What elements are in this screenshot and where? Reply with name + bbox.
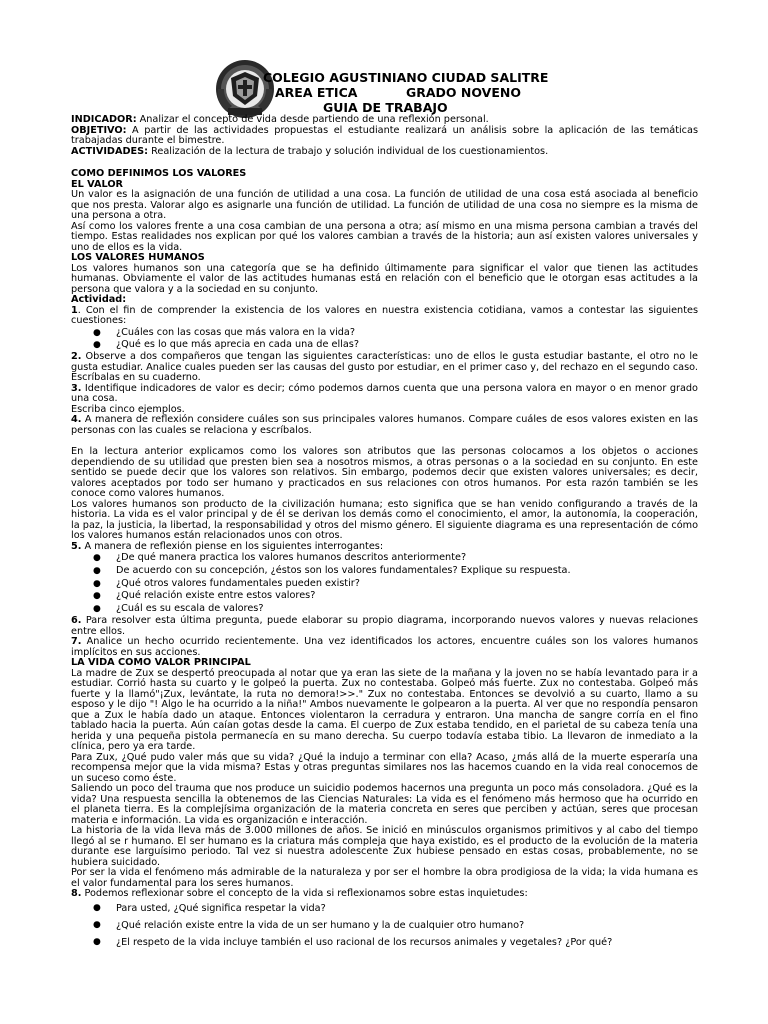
bullet-icon: ● [93, 553, 101, 564]
bullet-icon: ● [93, 902, 101, 913]
objective-line: OBJETIVO: A partir de las actividades propuestas el estudiante realizará un análisis sobre la aplicación de las temáticas trabajadas durante el bimestre. [71, 124, 698, 146]
activity-item-4: 4. A manera de reflexión considere cuáles son sus principales valores humanos. Compare cuáles de esos valores existen en las personas con las cuales se relaciona y escríbalos. [71, 414, 698, 436]
bullet-icon: ● [93, 919, 101, 930]
document-body [71, 115, 698, 951]
guide-title: GUIA DE TRABAJO [323, 100, 448, 115]
list-item: ● ¿Cuáles con las cosas que más valora en la vida? [93, 326, 356, 338]
paragraph: Escriba cinco ejemplos. [71, 403, 185, 415]
activity-item-7: 7. Analice un hecho ocurrido recientemente. Una vez identificados los actores, encuentre cuáles son los valores humanos implícitos en sus acciones. [71, 636, 698, 658]
activity-item-1: 1. Con el fin de comprender la existencia de los valores en nuestra existencia cotidiana, vamos a contestar las siguientes cuestiones: [71, 304, 698, 326]
area-label: AREA ETICA [275, 85, 358, 100]
activity-item-6: 6. Para resolver esta última pregunta, puede elaborar su propio diagrama, incorporando nuevos valores y nuevas relaciones entre ellos. [71, 615, 698, 637]
bullet-icon: ● [93, 340, 101, 351]
activities-line: ACTIVIDADES: Realización de la lectura de trabajo y solución individual de los cuestionamientos. [71, 145, 549, 157]
paragraph: La historia de la vida lleva más de 3.000 millones de años. Se inició en minúsculos organismos primitivos y al cabo del tiempo llegó al se r humano. El ser humano es la criatura más compleja que haya existido, es el producto de la evolución de la materia durante ese larguísimo periodo. Tal vez si nuestra adolescente Zux hubiese pensado en estas cosas, probablemente, no se hubiera suicidado. [71, 825, 698, 868]
bullet-icon: ● [93, 327, 101, 338]
list-item: ● ¿Cuál es su escala de valores? [93, 603, 264, 615]
paragraph: La madre de Zux se despertó preocupada al notar que ya eran las siete de la mañana y la joven no se había levantado para ir a estudiar. Corrió hasta su cuarto y le golpeó la puerta. Zux no contestaba. Golpeó más fuerte. Zux no contestaba. Golpeó más fuerte y la llamó"¡Zux, levántate, la ruta no demora!>>." Zux no contestaba. Entonces se devolvió a su cuarto, llamo a su esposo y le dijo "! Algo le ha ocurrido a la niña!" Ambos nuevamente le golpearon a la puerta. Al ver que no respondía pensaron que a Zux le había dado un ataque. Entonces violentaron la cerradura y entraron. Una mancha de sangre corría en el fino tablado hacia la puerta. Aún caían gotas desde la cama. El cuerpo de Zux estaba tendido, en el parietal de su cabeza tenía una herida y una pequeña pistola permanecía en su mano derecha. Su cuerpo todavía estaba tibio. La llevaron de inmediato a la clínica, pero ya era tarde. [71, 667, 698, 753]
paragraph: Por ser la vida el fenómeno más admirable de la naturaleza y por ser el hombre la obra prodigiosa de la vida; la vida humana es el valor fundamental para los seres humanos. [71, 867, 698, 889]
list-item: ● ¿Qué relación existe entre estos valores? [93, 590, 316, 602]
school-name: COLEGIO AGUSTINIANO CIUDAD SALITRE [263, 70, 549, 85]
indicator-line: INDICADOR: Analizar el concepto de vida desde partiendo de una reflexión personal. [71, 114, 489, 125]
paragraph: Para Zux, ¿Qué pudo valer más que su vida? ¿Qué la indujo a terminar con ella? Acaso, ¿más allá de la muerte esperaría una recompensa mejor que la vida misma? Estas y otras preguntas similares nos las hacemos cuando en la vida real conocemos de un suceso como éste. [71, 751, 698, 784]
list-item: ● ¿Qué relación existe entre la vida de un ser humano y la de cualquier otro humano? [71, 917, 698, 934]
bullet-icon: ● [93, 565, 101, 576]
list-item: ● ¿Qué otros valores fundamentales pueden existir? [93, 577, 360, 589]
grade-label: GRADO NOVENO [406, 85, 521, 100]
paragraph: Así como los valores frente a una cosa cambian de una persona a otra; así mismo en una misma persona cambian a través del tiempo. Estas realidades nos explican por qué los valores cambian a través de la historia; aun así existen valores universales y uno de ellos es la vida. [71, 220, 698, 253]
bullet-icon: ● [93, 936, 101, 947]
activity-heading: Actividad: [71, 294, 127, 305]
bullet-icon: ● [93, 578, 101, 589]
section-heading: LA VIDA COMO VALOR PRINCIPAL [71, 657, 251, 669]
activity-item-8: 8. Podemos reflexionar sobre el concepto de la vida si reflexionamos sobre estas inquietudes: [71, 888, 528, 900]
section-heading: LOS VALORES HUMANOS [71, 252, 205, 263]
paragraph: Los valores humanos son una categoría que se ha definido últimamente para significar el valor que tienen las actitudes humanas. Obviamente el valor de las actitudes humanas está en relación con el beneficio que le otorgan esas actitudes a la persona que valora y a la sociedad en su conjunto. [71, 262, 698, 295]
list-item: ● ¿De qué manera practica los valores humanos descritos anteriormente? [93, 552, 467, 564]
bullet-list [71, 327, 698, 353]
bullet-list [71, 900, 698, 951]
activity-item-3: 3. Identifique indicadores de valor es decir; cómo podemos darnos cuenta que una persona valora en mayor o en menor grado una cosa. [71, 382, 698, 405]
school-crest-logo [214, 58, 276, 120]
subsection-heading: EL VALOR [71, 178, 124, 190]
bullet-icon: ● [93, 604, 101, 615]
paragraph: En la lectura anterior explicamos como los valores son atributos que las personas colocamos a los objetos o acciones dependiendo de su utilidad que presten bien sea a nosotros mismos, a otras personas o a la sociedad en su conjunto. En este sentido se puede decir que los valores son relativos. Sin embargo, podemos decir que existen valores universales; es decir, valores aceptados por todo ser humano y practicados en sus relaciones con otros humanos. Por esta razón también se les conoce como valores humanos. [71, 446, 698, 500]
bullet-icon: ● [93, 591, 101, 602]
list-item: ● ¿Qué es lo que más aprecia en cada una de ellas? [93, 339, 359, 351]
paragraph: Un valor es la asignación de una función de utilidad a una cosa. La función de utilidad de una cosa está asociada al beneficio que nos presta. Valorar algo es asignarle una función de utilidad. La función de utilidad de una cosa no siempre es la misma de una persona a otra. [71, 189, 698, 221]
paragraph: Saliendo un poco del trauma que nos produce un suicidio podemos hacernos una pregunta un poco más consoladora. ¿Qué es la vida? Una respuesta sencilla la obtenemos de las Ciencias Naturales: La vida es el fenómeno más hermoso que ha ocurrido en el planeta tierra. Es la complejísima organización de la materia concreta en seres que perciben y actúan, seres que procesan materia e información. La vida es organización e interacción. [71, 783, 698, 826]
list-item: ● Para usted, ¿Qué significa respetar la vida? [71, 900, 698, 917]
bullet-list [71, 552, 698, 616]
section-heading: COMO DEFINIMOS LOS VALORES [71, 168, 247, 179]
list-item: ● De acuerdo con su concepción, ¿éstos son los valores fundamentales? Explique su respuesta. [93, 564, 571, 576]
list-item: ● ¿El respeto de la vida incluye también el uso racional de los recursos animales y vegetales? ¿Por qué? [71, 934, 698, 951]
paragraph: Los valores humanos son producto de la civilización humana; esto significa que se han venido configurando a través de la historia. La vida es el valor principal y de él se derivan los demás como el conocimiento, el amor, la autonomía, la cooperación, la paz, la justicia, la libertad, la responsabilidad y otros del mismo género. El siguiente diagrama es una representación de cómo los valores humanos están relacionados unos con otros. [71, 498, 698, 542]
activity-item-2: 2. Observe a dos compañeros que tengan las siguientes características: uno de ellos le gusta estudiar bastante, el otro no le gusta estudiar. Analice cuales pueden ser las causas del gusto por estudiar, en el primer caso y, del rechazo en el segundo caso. Escríbalas en su cuaderno. [71, 351, 698, 384]
activity-item-5: 5. A manera de reflexión piense en los siguientes interrogantes: [71, 540, 384, 552]
